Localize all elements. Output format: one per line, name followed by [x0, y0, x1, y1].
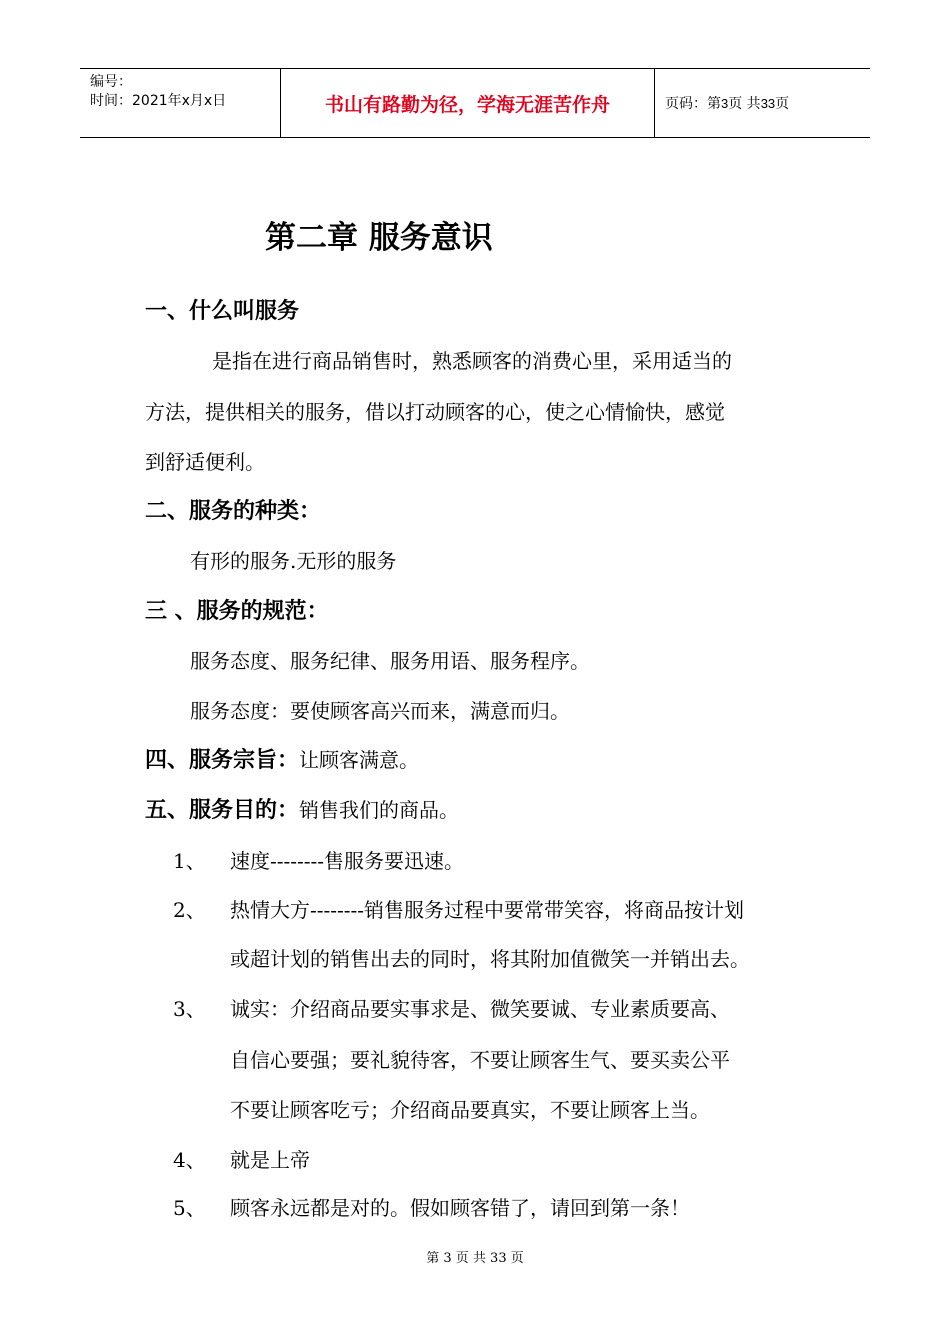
section-4-text: 让顾客满意。: [299, 748, 420, 772]
page-suffix: 页: [775, 96, 790, 112]
section-3-line-2: 服务态度：要使顾客高兴而来，满意而归。: [190, 699, 570, 723]
header-motto: 书山有路勤为径，学海无涯苦作舟: [281, 69, 655, 137]
time-label: 时间：2021年x月x日: [90, 93, 227, 109]
section-4-label: 四、服务宗旨：: [145, 748, 300, 773]
section-4-heading: [145, 743, 419, 774]
list-item-3-line-2: 自信心要强；要礼貌待客，不要让顾客生气、要买卖公平: [230, 1048, 730, 1072]
section-1-line-2: 方法，提供相关的服务，借以打动顾客的心，使之心情愉快，感觉: [145, 400, 725, 424]
section-5-text: 销售我们的商品。: [299, 798, 460, 822]
section-3-line-1: 服务态度、服务纪律、服务用语、服务程序。: [190, 649, 590, 673]
page-prefix: 页码：第: [665, 96, 721, 112]
section-5-heading: [145, 793, 459, 824]
section-2-line-1: 有形的服务.无形的服务: [190, 549, 397, 573]
list-item-3-number: 3、: [173, 997, 206, 1021]
list-item-4-number: 4、: [173, 1148, 206, 1172]
section-1-line-1: 是指在进行商品销售时，熟悉顾客的消费心里，采用适当的: [212, 349, 732, 373]
number-label: 编号：: [90, 74, 132, 90]
page-mid: 页 共: [728, 96, 761, 112]
section-1-heading: 一、什么叫服务: [145, 299, 300, 324]
header-meta: [80, 69, 281, 137]
page-header: [80, 68, 870, 138]
section-1-line-3: 到舒适便利。: [145, 450, 265, 474]
list-item-5-number: 5、: [173, 1196, 206, 1220]
list-item-3-line-3: 不要让顾客吃亏；介绍商品要真实，不要让顾客上当。: [230, 1098, 710, 1122]
list-item-2-line-1: 热情大方--------销售服务过程中要常带笑容，将商品按计划: [230, 898, 745, 922]
list-item-4-line-1: 就是上帝: [230, 1148, 310, 1172]
header-page-info: [655, 69, 870, 137]
section-2-heading: 二、服务的种类：: [145, 499, 322, 524]
chapter-title: 第二章 服务意识: [265, 220, 493, 256]
page-footer: 第 3 页 共 33 页: [426, 1251, 524, 1266]
section-5-label: 五、服务目的：: [145, 798, 300, 823]
list-item-2-number: 2、: [173, 898, 206, 922]
list-item-2-line-2: 或超计划的销售出去的同时，将其附加值微笑一并销出去。: [230, 947, 750, 971]
page-num: 3: [721, 95, 729, 111]
page-total: 33: [760, 95, 776, 111]
list-item-5-line-1: 顾客永远都是对的。假如顾客错了，请回到第一条！: [230, 1196, 690, 1220]
list-item-1-number: 1、: [173, 849, 206, 873]
list-item-1-line-1: 速度--------售服务要迅速。: [230, 849, 465, 873]
list-item-3-line-1: 诚实：介绍商品要实事求是、微笑要诚、专业素质要高、: [230, 997, 730, 1021]
section-3-heading: 三 、服务的规范：: [145, 599, 329, 624]
